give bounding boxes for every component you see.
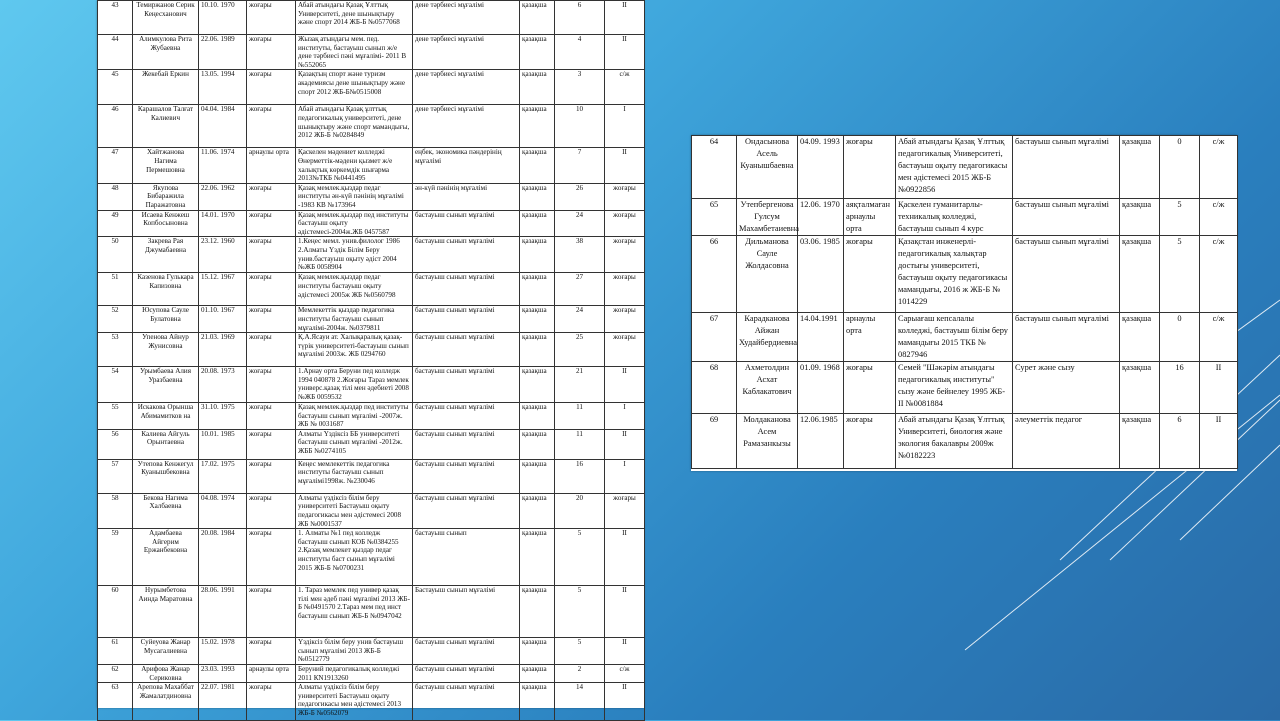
table-row — [98, 333, 645, 367]
cell-dob: 12.06.1985 — [798, 414, 844, 469]
cell-dob: 04.08. 1974 — [199, 493, 247, 528]
cell-exp: 5 — [555, 529, 605, 586]
cell-position: ән-күй пәнінің мұғалімі — [413, 183, 520, 210]
cell-nation: қазақша — [1120, 414, 1160, 469]
cell-dob: 10.10. 1970 — [199, 1, 247, 35]
cell-edu: жоғары — [247, 70, 296, 105]
cell-name: Утепбергенова Гулсум Махамбетаиевна — [737, 199, 798, 236]
cell-institution: Алматы үздіксіз білім беру университеті Бастауыш оқыту педагогикасы мен әдістемесі 2008 ЖБ №0001537 — [296, 493, 413, 528]
cell-exp: 2 — [555, 665, 605, 683]
cell-edu: жоғары — [247, 333, 296, 367]
cell-dob: 14.01. 1970 — [199, 210, 247, 237]
cell-dob: 03.06. 1985 — [798, 236, 844, 313]
table-row — [98, 237, 645, 273]
cell-name: Ондасынова Асель Куанышбаевна — [737, 136, 798, 199]
cell-cat: I — [605, 459, 645, 493]
table-row — [98, 493, 645, 528]
cell-nation: қазақша — [520, 1, 555, 35]
cell-edu: жоғары — [247, 367, 296, 403]
cell-cat: II — [605, 429, 645, 459]
cell-cat: с/ж — [1200, 199, 1238, 236]
cell-cat: с/ж — [1200, 236, 1238, 313]
cell-position: бастауыш сынып мұғалімі — [413, 210, 520, 237]
cell-nation: қазақша — [1120, 362, 1160, 414]
cell-position: бастауыш сынып мұғалімі — [413, 665, 520, 683]
cell-nation: қазақша — [1120, 236, 1160, 313]
cell-dob: 22.07. 1981 — [199, 683, 247, 721]
cell-cat: II — [605, 148, 645, 183]
cell-no: 49 — [98, 210, 133, 237]
table-row — [98, 403, 645, 430]
cell-exp: 5 — [1160, 236, 1200, 313]
cell-name: Адамбаева Айгерим Ержанбековна — [133, 529, 199, 586]
cell-no: 68 — [692, 362, 737, 414]
table-row — [98, 35, 645, 70]
cell-institution: Қазақстан инженерлі-педагогикалық халықтар достығы университеті, бастауыш оқыту педагогикасы мамандығы, 2016 ж ЖБ-Б № 1014229 — [896, 236, 1013, 313]
cell-dob: 28.06. 1991 — [199, 586, 247, 638]
cell-nation: қазақша — [520, 183, 555, 210]
cell-no: 45 — [98, 70, 133, 105]
staff-table-right — [691, 135, 1238, 469]
cell-exp: 0 — [1160, 136, 1200, 199]
scanned-table-page-left — [97, 0, 644, 717]
cell-dob: 22.06. 1962 — [199, 183, 247, 210]
cell-name: Юсупова Сауле Булатовна — [133, 306, 199, 333]
cell-nation: қазақша — [1120, 199, 1160, 236]
cell-institution: 1.Кеңес мемл. унив.филолог 1986 2.Алматы Үздік Білім Беру унив.бастауыш оқыту әдіст 2004 №ЖБ 0058904 — [296, 237, 413, 273]
cell-institution: Мемлекеттік қыздар педагогика институты бастауыш сынып мұғалімі-2004ж. №0379811 — [296, 306, 413, 333]
cell-nation: қазақша — [520, 210, 555, 237]
cell-nation: қазақша — [520, 306, 555, 333]
cell-institution: Қазақ мемлек.қыздар педаг институты ән-күй пәнінің мұғалімі -1983 КВ №173964 — [296, 183, 413, 210]
cell-no: 66 — [692, 236, 737, 313]
cell-position: бастауыш сынып мұғалімі — [413, 333, 520, 367]
cell-dob: 20.08. 1984 — [199, 529, 247, 586]
cell-name: Упенова Айнур Жунисовна — [133, 333, 199, 367]
cell-name: Арепова Махаббат Жамалатдиновна — [133, 683, 199, 721]
cell-name: Дильманова Сауле Жолдасовна — [737, 236, 798, 313]
cell-position: Бастауыш сынып мұғалімі — [413, 586, 520, 638]
cell-institution: Қаскелен гуманитарлы-техникалық колледжі, бастауыш сынып 4 курс — [896, 199, 1013, 236]
cell-no: 50 — [98, 237, 133, 273]
cell-institution: Абай атындағы Қазақ Ұлттық Университеті, дене шынықтыру және спорт 2014 ЖБ-Б №0577068 — [296, 1, 413, 35]
cell-exp: 7 — [555, 148, 605, 183]
cell-name: Нурымбетова Аинда Маратовна — [133, 586, 199, 638]
cell-position: бастауыш сынып мұғалімі — [413, 306, 520, 333]
cell-nation: қазақша — [520, 638, 555, 665]
cell-no: 58 — [98, 493, 133, 528]
cell-cat: II — [605, 1, 645, 35]
cell-position: дене тәрбиесі мұғалімі — [413, 1, 520, 35]
cell-no: 64 — [692, 136, 737, 199]
cell-edu: жоғары — [844, 362, 896, 414]
cell-position: бастауыш сынып мұғалімі — [1013, 136, 1120, 199]
cell-nation: қазақша — [1120, 136, 1160, 199]
cell-exp: 5 — [555, 638, 605, 665]
cell-cat: с/ж — [1200, 136, 1238, 199]
cell-position: бастауыш сынып мұғалімі — [1013, 199, 1120, 236]
cell-name: Утепова Кенжегул Куанышбековна — [133, 459, 199, 493]
cell-no: 65 — [692, 199, 737, 236]
cell-exp: 27 — [555, 273, 605, 306]
cell-name: Ахметолдин Асхат Каблакатович — [737, 362, 798, 414]
cell-position: бастауыш сынып мұғалімі — [413, 273, 520, 306]
cell-edu: жоғары — [247, 273, 296, 306]
cell-no: 59 — [98, 529, 133, 586]
cell-position: еңбек, экономика пәндерінің мұғалімі — [413, 148, 520, 183]
cell-exp: 14 — [555, 683, 605, 721]
cell-institution: Үздіксіз білім беру унив бастауыш сынып мұғалімі 2013 ЖБ-Б №0512779 — [296, 638, 413, 665]
table-row — [98, 429, 645, 459]
cell-no: 62 — [98, 665, 133, 683]
cell-institution: Қ.А.Ясауи ат. Халықаралық қазақ-түрік университеті-бастауыш сынып мұғалімі 2003ж. ЖБ 0294760 — [296, 333, 413, 367]
cell-edu: жоғары — [844, 136, 896, 199]
cell-cat: жоғары — [605, 237, 645, 273]
cell-name: Якупова Бибаражила Паражатовна — [133, 183, 199, 210]
table-row — [98, 459, 645, 493]
table-row — [692, 362, 1238, 414]
cell-no: 44 — [98, 35, 133, 70]
cell-edu: жоғары — [247, 459, 296, 493]
cell-edu: жоғары — [844, 414, 896, 469]
cell-position: бастауыш сынып мұғалімі — [413, 237, 520, 273]
cell-institution: 1.Арнау орта Беруни пед колледж 1994 040878 2.Жоғары Тараз мемлек универс.қазақ тілі мен әдебиеті 2008 №ЖБ 0059532 — [296, 367, 413, 403]
cell-cat: жоғары — [605, 183, 645, 210]
cell-edu: жоғары — [247, 35, 296, 70]
cell-nation: қазақша — [1120, 313, 1160, 362]
cell-dob: 13.05. 1994 — [199, 70, 247, 105]
cell-institution: Абай атындағы Қазақ Ұлттық педагогикалық Университеті, бастауыш оқыту педагогикасы мен әдістемесі 2015 ЖБ-Б №0922856 — [896, 136, 1013, 199]
cell-position: бастауыш сынып мұғалімі — [413, 683, 520, 721]
cell-cat: I — [605, 403, 645, 430]
cell-exp: 6 — [1160, 414, 1200, 469]
cell-institution: Қазақтың спорт және туризм академиясы дене шынықтыру және спорт 2012 ЖБ-Б№0515008 — [296, 70, 413, 105]
cell-no: 46 — [98, 105, 133, 148]
cell-cat: жоғары — [605, 273, 645, 306]
cell-position: дене тәрбиесі мұғалімі — [413, 70, 520, 105]
cell-exp: 11 — [555, 429, 605, 459]
cell-exp: 5 — [555, 586, 605, 638]
cell-exp: 24 — [555, 210, 605, 237]
cell-no: 43 — [98, 1, 133, 35]
cell-no: 69 — [692, 414, 737, 469]
cell-name: Урымбаева Алия Уразбаевна — [133, 367, 199, 403]
cell-institution: Абай атындағы Қазақ ұлттық педагогикалық университеті, дене шынықтыру және спорт мамандығы, 2012 ЖБ-Б №0284849 — [296, 105, 413, 148]
cell-exp: 16 — [555, 459, 605, 493]
cell-position: бастауыш сынып мұғалімі — [413, 493, 520, 528]
cell-position: Сурет және сызу — [1013, 362, 1120, 414]
cell-name: Карашалов Талғат Калиевич — [133, 105, 199, 148]
cell-nation: қазақша — [520, 665, 555, 683]
cell-exp: 38 — [555, 237, 605, 273]
cell-dob: 21.03. 1969 — [199, 333, 247, 367]
staff-table-left — [97, 0, 645, 721]
cell-edu: жоғары — [247, 529, 296, 586]
table-row — [98, 529, 645, 586]
cell-nation: қазақша — [520, 529, 555, 586]
table-row — [98, 183, 645, 210]
cell-cat: II — [605, 586, 645, 638]
cell-nation: қазақша — [520, 493, 555, 528]
cell-name: Суйеуова Жанар Мусагалиевна — [133, 638, 199, 665]
cell-edu: жоғары — [247, 493, 296, 528]
cell-institution: 1. Тараз мемлек пед универ қазақ тілі мен әдеб пәні мұғалімі 2013 ЖБ-Б №0491570 2.Тараз мем пед инст бастауыш сынып ЖБ-Б №0947042 — [296, 586, 413, 638]
cell-name: Жекебай Еркин — [133, 70, 199, 105]
cell-institution: 1. Алматы №1 пед колледж бастауыш сынып КОБ №0384255 2.Қазақ мемлекет қыздар педаг институты баст сынып мұғалімі 2015 ЖБ-Б №0700231 — [296, 529, 413, 586]
cell-dob: 01.10. 1967 — [199, 306, 247, 333]
table-row — [692, 236, 1238, 313]
cell-no: 47 — [98, 148, 133, 183]
cell-institution: Семей "Шәкәрім атындағы педагогикалық институты" сызу және бейнелеу 1995 ЖБ-II №0081884 — [896, 362, 1013, 414]
cell-exp: 5 — [1160, 199, 1200, 236]
cell-cat: с/ж — [605, 70, 645, 105]
cell-exp: 20 — [555, 493, 605, 528]
cell-exp: 26 — [555, 183, 605, 210]
cell-name: Калиева Айгуль Орынтаевна — [133, 429, 199, 459]
cell-dob: 01.09. 1968 — [798, 362, 844, 414]
cell-nation: қазақша — [520, 683, 555, 721]
cell-edu: жоғары — [247, 306, 296, 333]
cell-nation: қазақша — [520, 367, 555, 403]
cell-nation: қазақша — [520, 148, 555, 183]
cell-exp: 25 — [555, 333, 605, 367]
cell-nation: қазақша — [520, 403, 555, 430]
cell-institution: Абай атындағы Қазақ Ұлттық Университеті, биология және экология бакалавры 2009ж №0182223 — [896, 414, 1013, 469]
cell-dob: 23.03. 1993 — [199, 665, 247, 683]
cell-name: Алимкулова Рита Жубаевна — [133, 35, 199, 70]
cell-exp: 6 — [555, 1, 605, 35]
cell-cat: I — [605, 105, 645, 148]
cell-position: бастауыш сынып — [413, 529, 520, 586]
cell-edu: жоғары — [247, 586, 296, 638]
cell-name: Темиржанов Серик Кеңесханович — [133, 1, 199, 35]
cell-exp: 10 — [555, 105, 605, 148]
cell-institution: Алматы Үздіксіз ББ университеті бастауыш сынып мұғалімі -2012ж. ЖББ №0274105 — [296, 429, 413, 459]
cell-edu: арнаулы орта — [844, 313, 896, 362]
cell-dob: 11.06. 1974 — [199, 148, 247, 183]
cell-name: Арифова Жанар Сериковна — [133, 665, 199, 683]
cell-name: Бекова Нагима Халбаевна — [133, 493, 199, 528]
table-row — [98, 105, 645, 148]
cell-position: бастауыш сынып мұғалімі — [1013, 313, 1120, 362]
table-row — [98, 1, 645, 35]
cell-institution: Беруний педагогикалық колледжі 2011 КN1913260 — [296, 665, 413, 683]
cell-dob: 20.08. 1973 — [199, 367, 247, 403]
cell-exp: 21 — [555, 367, 605, 403]
cell-edu: жоғары — [844, 236, 896, 313]
table-row — [692, 136, 1238, 199]
cell-cat: II — [1200, 362, 1238, 414]
table-row — [98, 638, 645, 665]
cell-cat: жоғары — [605, 210, 645, 237]
cell-exp: 11 — [555, 403, 605, 430]
cell-cat: жоғары — [605, 333, 645, 367]
cell-name: Хайтжанова Нагима Пермешовна — [133, 148, 199, 183]
table-row — [98, 683, 645, 721]
cell-edu: жоғары — [247, 683, 296, 721]
cell-edu: жоғары — [247, 403, 296, 430]
cell-edu: жоғары — [247, 237, 296, 273]
table-row — [98, 273, 645, 306]
cell-edu: жоғары — [247, 183, 296, 210]
cell-no: 56 — [98, 429, 133, 459]
cell-nation: қазақша — [520, 459, 555, 493]
cell-institution: Қаскелен мәдениет колледжі Өнерметтік-мәдени қызмет ж/е халықтық көркемдік шығарма 2013№ТКБ №0441495 — [296, 148, 413, 183]
table-row — [98, 586, 645, 638]
cell-position: бастауыш сынып мұғалімі — [413, 459, 520, 493]
cell-no: 48 — [98, 183, 133, 210]
cell-nation: қазақша — [520, 429, 555, 459]
cell-dob: 12.06. 1970 — [798, 199, 844, 236]
cell-position: бастауыш сынып мұғалімі — [413, 638, 520, 665]
cell-cat: II — [605, 638, 645, 665]
cell-dob: 15.02. 1978 — [199, 638, 247, 665]
cell-edu: арнаулы орта — [247, 665, 296, 683]
cell-cat: жоғары — [605, 493, 645, 528]
cell-dob: 04.04. 1984 — [199, 105, 247, 148]
cell-exp: 0 — [1160, 313, 1200, 362]
cell-cat: II — [605, 367, 645, 403]
cell-nation: қазақша — [520, 105, 555, 148]
cell-name: Казенова Гулькара Капизовна — [133, 273, 199, 306]
cell-edu: жоғары — [247, 1, 296, 35]
cell-institution: Сарыағаш кепсалалы колледжі, бастауыш білім беру мамандығы 2015 ТКБ № 0827946 — [896, 313, 1013, 362]
cell-no: 61 — [98, 638, 133, 665]
cell-no: 52 — [98, 306, 133, 333]
cell-institution: Қазақ мемлек.қыздар пед институты бастауыш оқыту әдістемесі-2004ж.ЖБ 0457587 — [296, 210, 413, 237]
cell-dob: 31.10. 1975 — [199, 403, 247, 430]
cell-no: 67 — [692, 313, 737, 362]
cell-edu: жоғары — [247, 105, 296, 148]
cell-cat: жоғары — [605, 306, 645, 333]
cell-edu: жоғары — [247, 638, 296, 665]
cell-nation: қазақша — [520, 35, 555, 70]
cell-dob: 04.09. 1993 — [798, 136, 844, 199]
cell-institution: Жызақ атындағы мем. пед. институты, бастауыш сынып ж/е дене тәрбиесі пәні мұғалімі- 2011 В №552065 — [296, 35, 413, 70]
cell-name: Молдаканова Асем Рамазанкызы — [737, 414, 798, 469]
cell-no: 60 — [98, 586, 133, 638]
cell-institution: Кеңес мемлекеттік педагогика институты бастауыш сынып мұғалімі1998ж. №230046 — [296, 459, 413, 493]
cell-edu: жоғары — [247, 429, 296, 459]
cell-cat: II — [605, 35, 645, 70]
cell-position: бастауыш сынып мұғалімі — [413, 367, 520, 403]
cell-exp: 3 — [555, 70, 605, 105]
cell-no: 53 — [98, 333, 133, 367]
cell-position: дене тәрбиесі мұғалімі — [413, 35, 520, 70]
cell-name: Искакова Орынша Абимамитков на — [133, 403, 199, 430]
cell-cat: с/ж — [605, 665, 645, 683]
cell-position: әлеуметтік педагог — [1013, 414, 1120, 469]
table-row — [98, 70, 645, 105]
cell-edu: арнаулы орта — [247, 148, 296, 183]
cell-no: 51 — [98, 273, 133, 306]
cell-institution: Қазақ мемлек.қыздар педаг институты бастауыш оқыту әдістемесі 2005ж ЖБ №0560798 — [296, 273, 413, 306]
cell-name: Карадканова Айжан Худайбердиевна — [737, 313, 798, 362]
scanned-table-page-right — [691, 135, 1237, 471]
cell-dob: 17.02. 1975 — [199, 459, 247, 493]
table-row — [98, 148, 645, 183]
cell-institution: Қазақ мемлек.қыздар пед институты бастауыш сынып мұғалімі -2007ж. ЖБ № 0031687 — [296, 403, 413, 430]
table-row — [98, 665, 645, 683]
cell-edu: жоғары — [247, 210, 296, 237]
cell-dob: 10.01. 1985 — [199, 429, 247, 459]
cell-nation: қазақша — [520, 273, 555, 306]
cell-exp: 24 — [555, 306, 605, 333]
cell-no: 54 — [98, 367, 133, 403]
table-row — [98, 210, 645, 237]
cell-dob: 14.04.1991 — [798, 313, 844, 362]
cell-dob: 23.12. 1960 — [199, 237, 247, 273]
cell-nation: қазақша — [520, 333, 555, 367]
cell-position: бастауыш сынып мұғалімі — [413, 429, 520, 459]
cell-dob: 15.12. 1967 — [199, 273, 247, 306]
cell-nation: қазақша — [520, 586, 555, 638]
cell-cat: II — [1200, 414, 1238, 469]
cell-nation: қазақша — [520, 237, 555, 273]
cell-dob: 22.06. 1989 — [199, 35, 247, 70]
cell-nation: қазақша — [520, 70, 555, 105]
cell-edu: аяқталмаған арнаулы орта — [844, 199, 896, 236]
cell-no: 57 — [98, 459, 133, 493]
cell-institution: Алматы үздіксіз білім беру университеті Бастауыш оқыту педагогикасы мен әдістемесі 2013 ЖБ-Б №0562079 — [296, 683, 413, 721]
table-row — [98, 306, 645, 333]
cell-no: 55 — [98, 403, 133, 430]
cell-cat: II — [605, 529, 645, 586]
cell-cat: II — [605, 683, 645, 721]
table-row — [98, 367, 645, 403]
cell-cat: с/ж — [1200, 313, 1238, 362]
cell-position: бастауыш сынып мұғалімі — [1013, 236, 1120, 313]
table-row — [692, 199, 1238, 236]
cell-position: дене тәрбиесі мұғалімі — [413, 105, 520, 148]
cell-exp: 16 — [1160, 362, 1200, 414]
cell-name: Исаева Кенжеш Копбосыновна — [133, 210, 199, 237]
table-row — [692, 313, 1238, 362]
cell-position: бастауыш сынып мұғалімі — [413, 403, 520, 430]
cell-exp: 4 — [555, 35, 605, 70]
table-row — [692, 414, 1238, 469]
cell-name: Закрева Рая Джумабаевна — [133, 237, 199, 273]
cell-no: 63 — [98, 683, 133, 721]
